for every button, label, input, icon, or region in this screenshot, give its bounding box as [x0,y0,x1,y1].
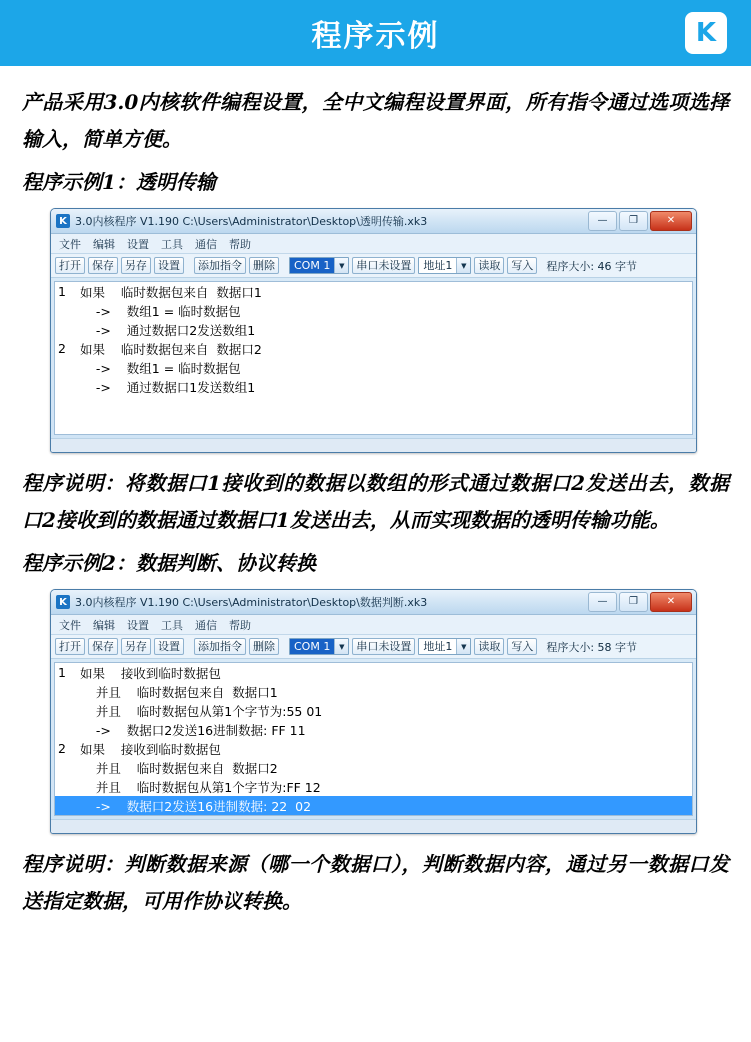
port-select[interactable] [289,257,349,274]
menubar-2 [51,615,696,635]
read-button[interactable]: 读取 [474,638,504,655]
code-line[interactable] [55,320,692,339]
save-button[interactable]: 保存 [88,257,118,274]
window-controls-2 [588,592,694,612]
line-text: 如果 接收到临时数据包 [80,741,221,757]
page-banner [0,0,751,66]
section1-window-wrap [22,208,729,453]
port-select-value: COM 1 [290,639,334,654]
code-line[interactable] [55,663,692,682]
statusbar-2 [51,819,696,833]
settings-button[interactable]: 设置 [154,257,184,274]
menu-item-help[interactable]: 帮助 [229,618,251,632]
section2-window-wrap [22,589,729,834]
menu-item-comm[interactable]: 通信 [195,237,217,251]
save-as-button[interactable]: 另存 [121,638,151,655]
line-text: -> 数组1 = 临时数据包 [80,303,241,319]
open-button[interactable]: 打开 [55,257,85,274]
maximize-button[interactable]: ❐ [619,211,648,231]
line-text: -> 数据口2发送16进制数据: FF 11 [80,722,306,738]
line-text: -> 数组1 = 临时数据包 [80,360,241,376]
code-line[interactable] [55,301,692,320]
port-status-label[interactable]: 串口未设置 [352,638,415,655]
line-text: -> 通过数据口1发送数组1 [80,379,256,395]
menu-item-settings[interactable]: 设置 [127,237,149,251]
line-number: 2 [58,341,66,356]
menu-item-comm[interactable]: 通信 [195,618,217,632]
statusbar-1 [51,438,696,452]
line-text: 如果 接收到临时数据包 [80,665,221,681]
menu-item-settings[interactable]: 设置 [127,618,149,632]
line-text: -> 数据口2发送16进制数据: 22 02 [80,798,312,814]
minimize-button[interactable]: — [588,592,617,612]
line-text: 并且 临时数据包从第1个字节为:FF 12 [80,779,321,795]
section2-heading: 程序示例2：数据判断、协议转换 [22,551,316,575]
code-line[interactable] [55,701,692,720]
save-button[interactable]: 保存 [88,638,118,655]
code-line[interactable] [55,758,692,777]
line-text: 如果 临时数据包来自 数据口2 [80,341,262,357]
code-line[interactable] [55,358,692,377]
program-size-label: 程序大小: 58 字节 [546,640,638,654]
write-button[interactable]: 写入 [507,638,537,655]
address-select[interactable] [418,257,471,274]
line-text: 并且 临时数据包从第1个字节为:55 01 [80,703,323,719]
menubar-1 [51,234,696,254]
line-text: 并且 临时数据包来自 数据口2 [80,760,278,776]
line-number: 2 [58,741,66,756]
settings-button[interactable]: 设置 [154,638,184,655]
code-line[interactable] [55,682,692,701]
address-select-value: 地址1 [423,640,453,653]
menu-item-file[interactable]: 文件 [59,237,81,251]
minimize-button[interactable]: — [588,211,617,231]
menu-item-help[interactable]: 帮助 [229,237,251,251]
delete-button[interactable]: 删除 [249,638,279,655]
menu-item-edit[interactable]: 编辑 [93,237,115,251]
add-command-button[interactable]: 添加指令 [194,638,246,655]
menu-item-edit[interactable]: 编辑 [93,618,115,632]
code-editor-2[interactable] [54,662,693,816]
delete-button[interactable]: 删除 [249,257,279,274]
toolbar-2 [51,635,696,659]
close-button[interactable]: ✕ [650,211,692,231]
write-button[interactable]: 写入 [507,257,537,274]
brand-logo-letter: K [695,18,717,48]
toolbar-1 [51,254,696,278]
menu-item-file[interactable]: 文件 [59,618,81,632]
titlebar-1 [51,209,696,234]
open-button[interactable]: 打开 [55,638,85,655]
section1-description: 程序说明：将数据口1接收到的数据以数组的形式通过数据口2发送出去，数据口2接收到的数据通过数据口1发送出去，从而实现数据的透明传输功能。 [22,471,729,532]
intro-paragraph: 产品采用3.0内核软件编程设置，全中文编程设置界面，所有指令通过选项选择输入，简单方便。 [22,90,729,151]
line-text: 并且 临时数据包来自 数据口1 [80,684,278,700]
menu-item-tools[interactable]: 工具 [161,618,183,632]
window-title: 3.0内核程序 V1.190 C:\Users\Administrator\Desktop\透明传输.xk3 [75,215,428,228]
maximize-button[interactable]: ❐ [619,592,648,612]
program-size-label: 程序大小: 46 字节 [546,259,638,273]
app-window-2 [50,589,697,834]
page-title: 程序示例 [311,19,440,54]
port-select-value: COM 1 [290,258,334,273]
code-line[interactable] [55,377,692,396]
address-select[interactable] [418,638,471,655]
code-editor-1[interactable] [54,281,693,435]
document-content [0,66,751,920]
menu-item-tools[interactable]: 工具 [161,237,183,251]
code-line[interactable] [55,720,692,739]
address-select-value: 地址1 [423,259,453,272]
port-select[interactable] [289,638,349,655]
chevron-down-icon: ▼ [456,639,470,654]
chevron-down-icon: ▼ [334,639,348,654]
code-line[interactable] [55,777,692,796]
window-controls-1 [588,211,694,231]
line-text: -> 通过数据口2发送数组1 [80,322,256,338]
line-number: 1 [58,665,66,680]
read-button[interactable]: 读取 [474,257,504,274]
window-title: 3.0内核程序 V1.190 C:\Users\Administrator\Desktop\数据判断.xk3 [75,596,428,609]
port-status-label[interactable]: 串口未设置 [352,257,415,274]
section2-description: 程序说明：判断数据来源（哪一个数据口），判断数据内容，通过另一数据口发送指定数据，可用作协议转换。 [22,852,729,913]
code-line[interactable] [55,739,692,758]
code-line[interactable] [55,339,692,358]
code-line[interactable] [55,282,692,301]
titlebar-2 [51,590,696,615]
section1-heading: 程序示例1：透明传输 [22,170,216,194]
save-as-button[interactable]: 另存 [121,257,151,274]
app-icon: K [56,595,70,609]
brand-logo-icon [685,12,727,54]
line-number: 1 [58,284,66,299]
app-window-1 [50,208,697,453]
chevron-down-icon: ▼ [456,258,470,273]
code-line-selected[interactable] [55,796,692,815]
app-icon: K [56,214,70,228]
line-text: 如果 临时数据包来自 数据口1 [80,284,262,300]
add-command-button[interactable]: 添加指令 [194,257,246,274]
chevron-down-icon: ▼ [334,258,348,273]
close-button[interactable]: ✕ [650,592,692,612]
